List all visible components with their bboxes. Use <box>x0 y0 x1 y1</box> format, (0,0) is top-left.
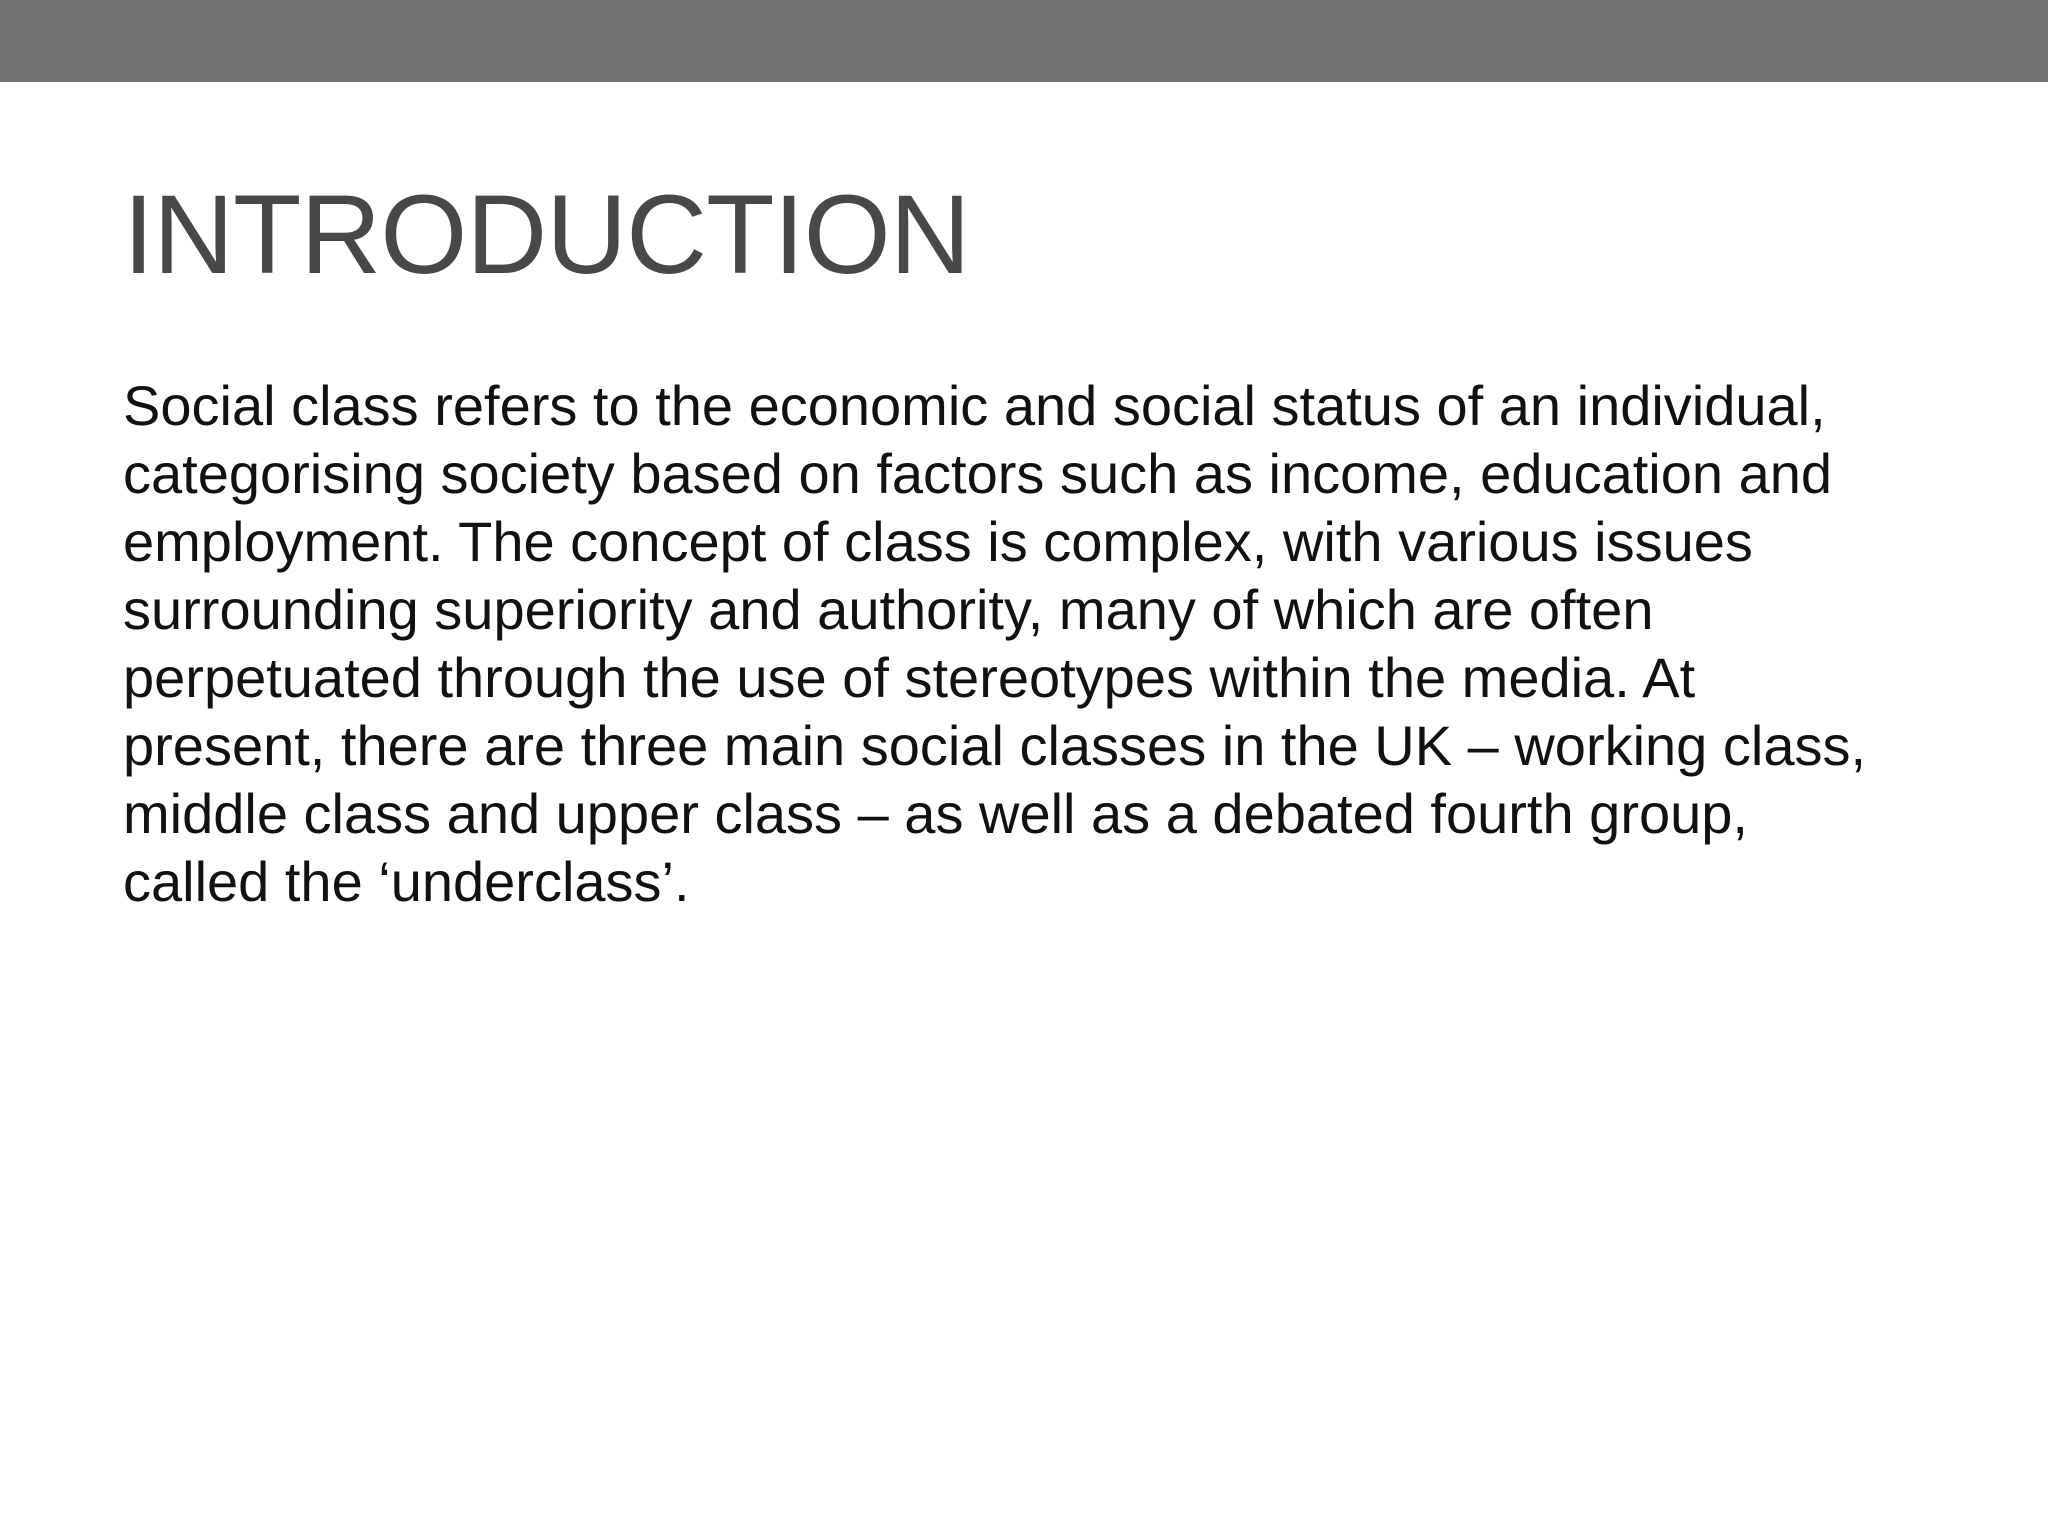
body-line: surrounding superiority and authority, many of which are often <box>123 578 1654 641</box>
body-line: middle class and upper class – as well as a debated fourth group, <box>123 782 1748 845</box>
slide-title: INTRODUCTION <box>123 172 970 297</box>
body-line: Social class refers to the economic and social status of an individual, <box>123 374 1826 437</box>
body-line: called the ‘underclass’. <box>123 850 690 913</box>
body-line: categorising society based on factors such as income, education and <box>123 442 1833 505</box>
body-line: employment. The concept of class is complex, with various issues <box>123 510 1753 573</box>
body-paragraph <box>123 372 1983 916</box>
body-line: perpetuated through the use of stereotypes within the media. At <box>123 646 1696 709</box>
body-line: present, there are three main social classes in the UK – working class, <box>123 714 1867 777</box>
top-accent-bar <box>0 0 2048 82</box>
